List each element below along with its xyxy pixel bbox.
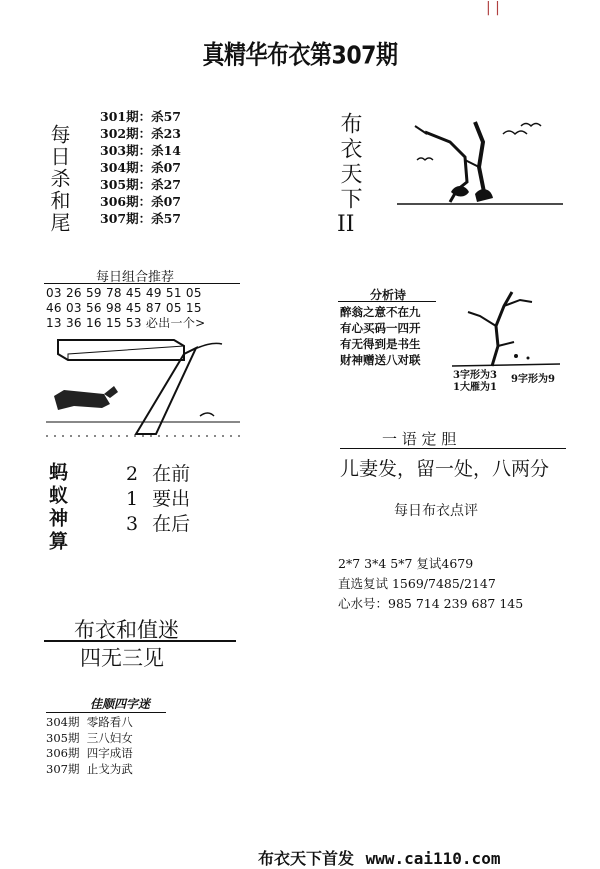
- footer-text: 布衣天下首发: [258, 849, 355, 868]
- daily-kill-list: [100, 108, 181, 227]
- footer: [258, 846, 500, 869]
- four-char-list: [46, 715, 133, 777]
- poem-line: 有无得到是书生: [340, 337, 421, 351]
- list-item: 302期：杀23: [100, 126, 181, 141]
- ant-list: [126, 462, 190, 537]
- list-item: 13 36 16 15 53 必出一个>: [46, 316, 206, 330]
- courage-title: 一 语 定 胆: [382, 430, 457, 448]
- bare-tree-illustration: [452, 286, 564, 370]
- poem-lines: [340, 304, 421, 368]
- list-item: 46 03 56 98 45 87 05 15: [46, 301, 202, 315]
- list-item: 306期：杀07: [100, 194, 181, 209]
- list-item: 1 要出: [126, 488, 191, 510]
- poem-note-a: 3字形为3 1大雁为1: [453, 370, 497, 393]
- list-item: 305期 三八妇女: [46, 730, 133, 745]
- list-item: 307期 止戈为武: [46, 761, 133, 776]
- footer-url[interactable]: www.cai110.com: [365, 849, 501, 868]
- poem-title: 分析诗: [369, 288, 406, 302]
- review-line-1: 2*7 3*4 5*7 复试4679: [338, 556, 474, 571]
- list-item: 301期：杀57: [100, 109, 181, 124]
- combo-title: 每日组合推荐: [95, 270, 174, 285]
- review-body: [338, 554, 523, 614]
- list-item: 304期：杀07: [100, 160, 181, 175]
- ant-heading: 蚂蚁神算: [46, 462, 68, 554]
- daily-kill-heading: 每日杀和尾: [47, 124, 71, 234]
- courage-text: 儿妻发，留一处，八两分: [340, 458, 550, 480]
- review-line-2: 直选复试 1569/7485/2147: [338, 576, 496, 591]
- review-title: 每日布衣点评: [394, 503, 478, 519]
- combo-number-grid: [46, 286, 205, 331]
- poem-line: 醉翁之意不在九: [340, 305, 421, 319]
- riddle-title: 布衣和值迷: [74, 618, 179, 642]
- page-title: 真精华布衣第307期: [202, 41, 398, 71]
- list-item: 307期：杀57: [100, 211, 181, 226]
- brand-banner-roman: II: [337, 212, 355, 237]
- list-item: 2 在前: [126, 463, 191, 485]
- list-item: 304期 零路看八: [46, 715, 133, 729]
- brand-banner-text: 布衣天下: [337, 112, 362, 212]
- riddle-answer: 四无三见: [80, 646, 164, 670]
- top-marks: | |: [486, 0, 500, 16]
- tree-sketch-illustration: [395, 112, 565, 212]
- review-line-3: 心水号：985 714 239 687 145: [338, 596, 524, 611]
- list-item: 303期：杀14: [100, 143, 181, 158]
- poem-note-b: 9字形为9: [511, 374, 555, 385]
- four-char-title: 佳顺四字迷: [90, 697, 151, 711]
- list-item: 305期：杀27: [100, 177, 181, 192]
- list-item: 03 26 59 78 45 49 51 05: [46, 286, 202, 300]
- poem-line: 有心买码一四开: [340, 321, 421, 335]
- wall-and-dog-illustration: [44, 334, 244, 440]
- poem-line: 财神赠送八对联: [340, 353, 421, 367]
- list-item: 3 在后: [126, 513, 191, 535]
- list-item: 306期 四字成语: [46, 746, 133, 760]
